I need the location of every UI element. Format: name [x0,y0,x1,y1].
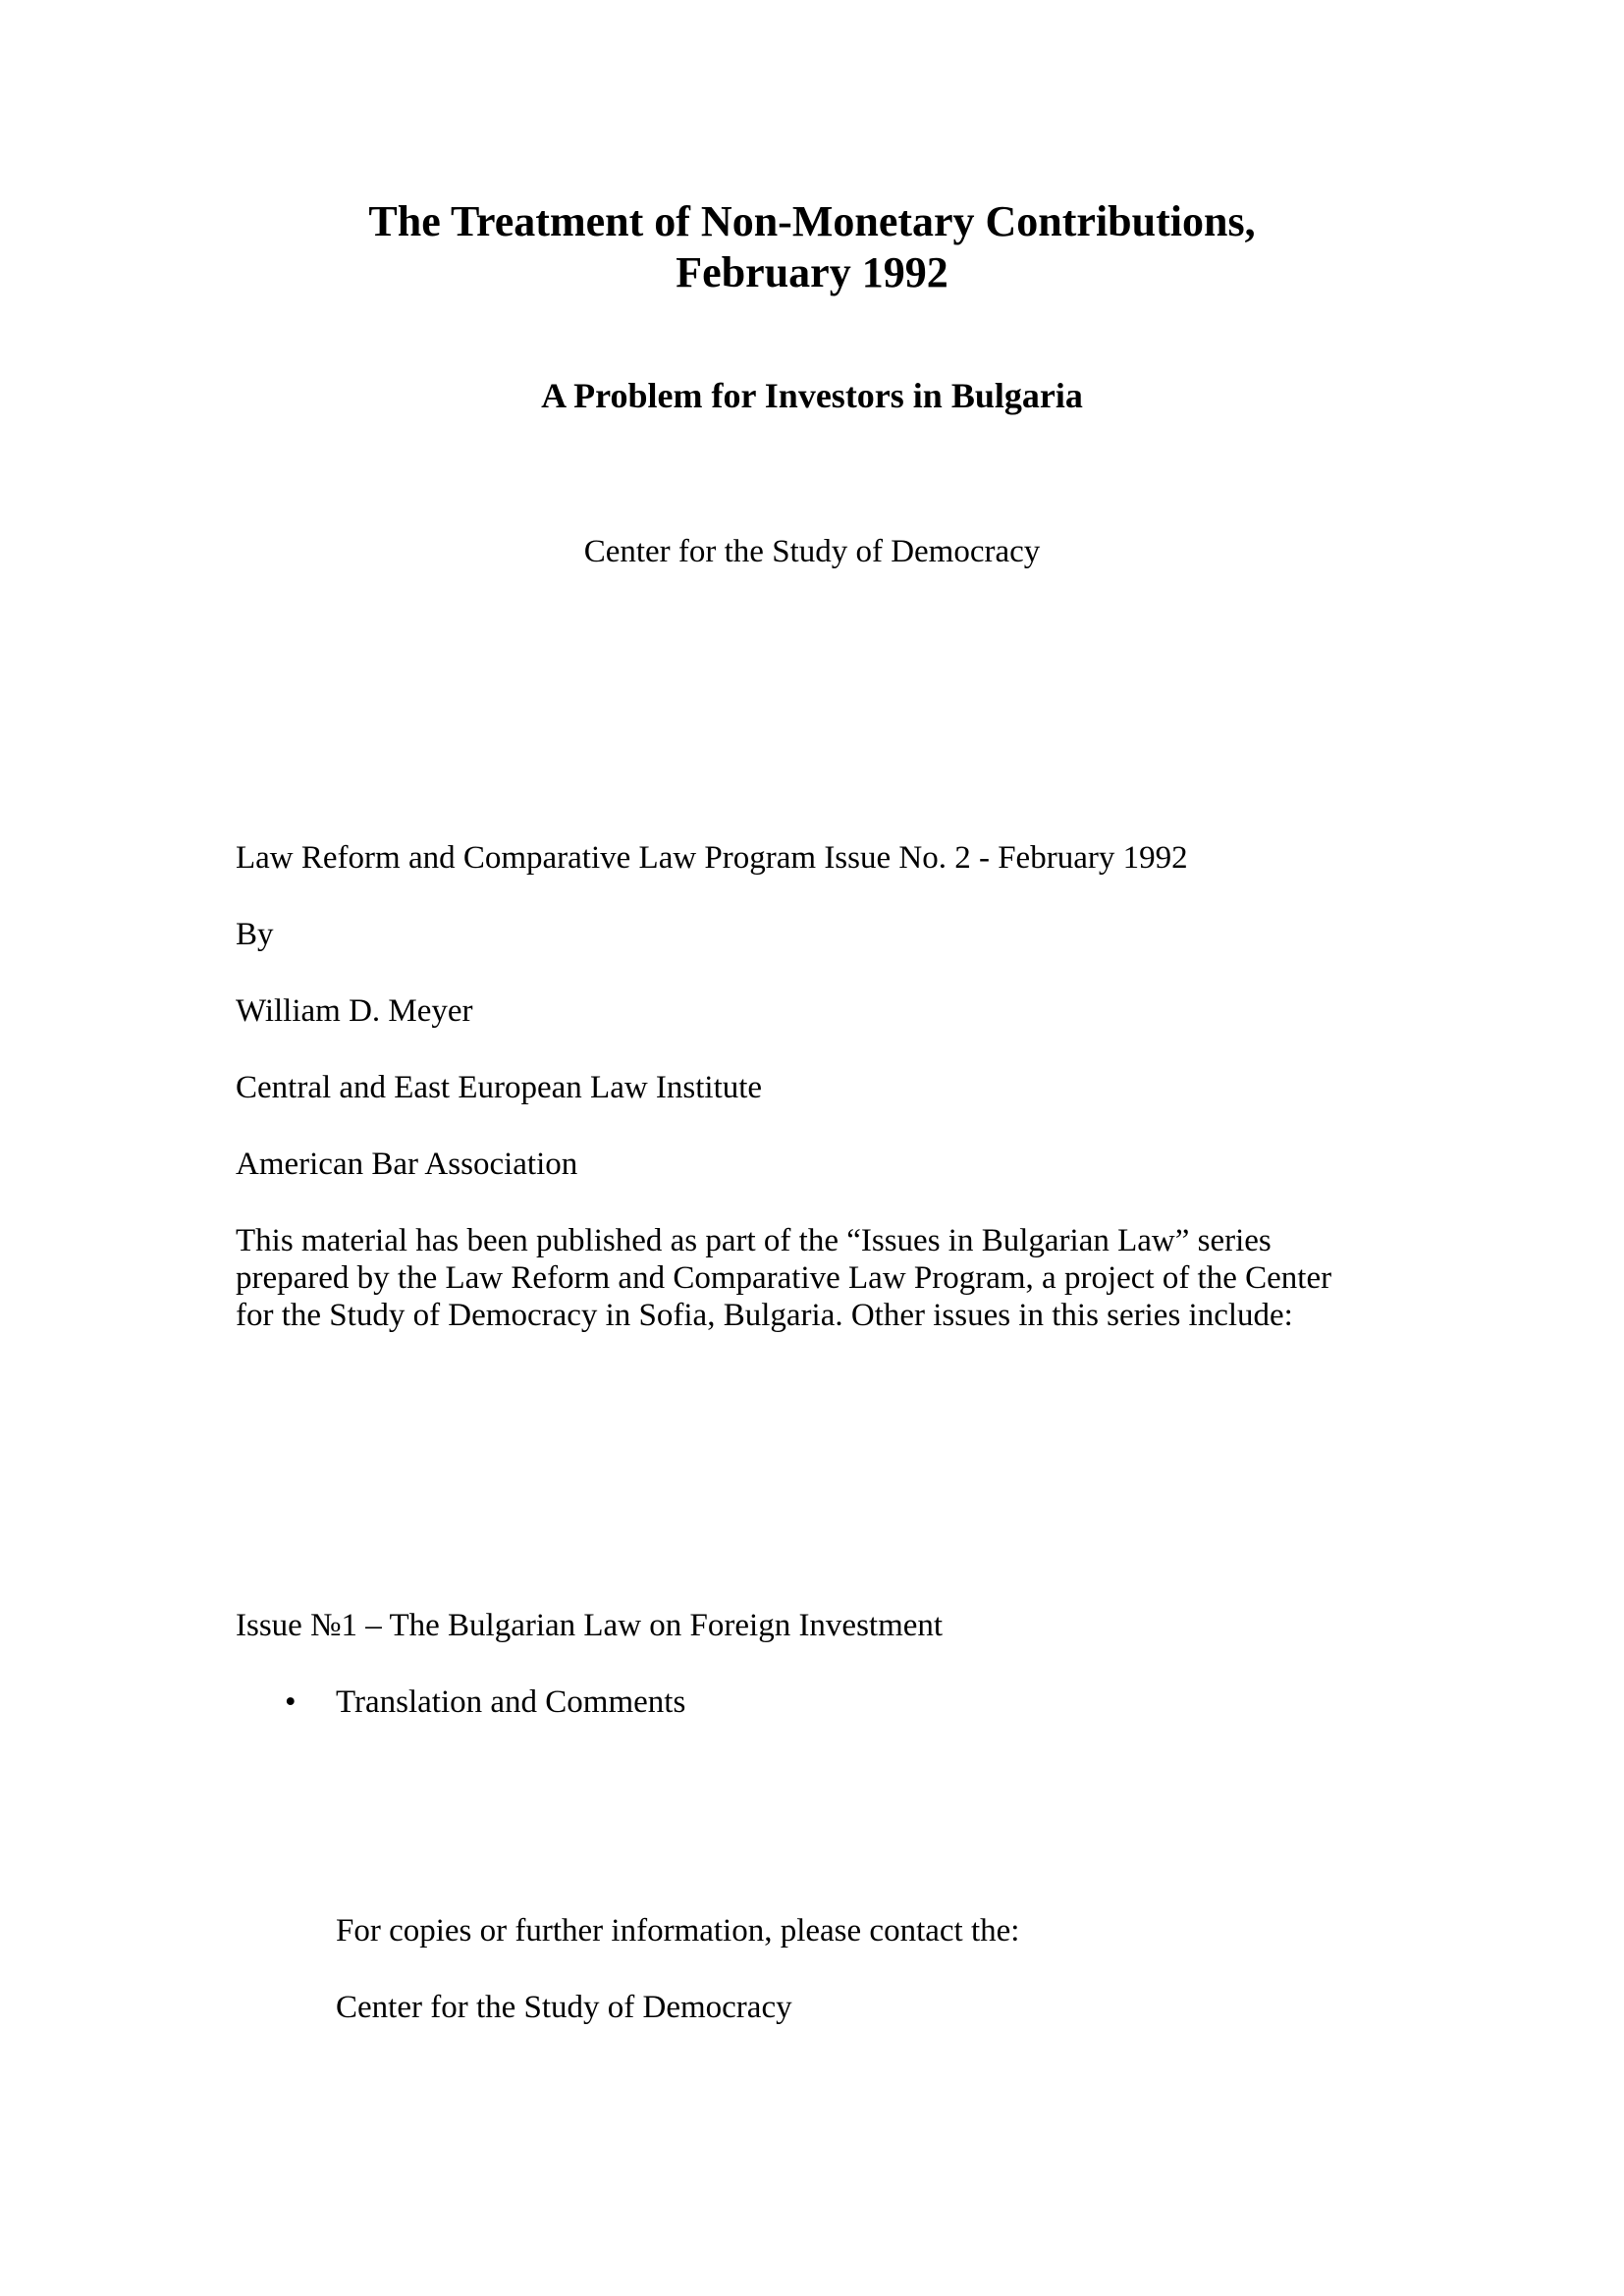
contact-instruction: For copies or further information, please contact the: [336,1913,1020,1949]
bullet-list-item [285,1682,685,1722]
series-description-line: prepared by the Law Reform and Comparative Law Program, a project of the Center [236,1260,1332,1296]
series-description [236,1222,1394,1334]
series-description-line: This material has been published as part of the “Issues in Bulgarian Law” series [236,1223,1272,1258]
document-title-line-2: February 1992 [676,248,948,296]
issue-entry: Issue №1 – The Bulgarian Law on Foreign Investment [236,1608,944,1643]
document-title-line-1: The Treatment of Non-Monetary Contributions, [368,197,1256,245]
association-name: American Bar Association [236,1147,578,1182]
program-issue-line: Law Reform and Comparative Law Program Issue No. 2 - February 1992 [236,840,1188,876]
contact-organization: Center for the Study of Democracy [336,1990,792,2025]
institute-name: Central and East European Law Institute [236,1070,763,1105]
bullet-item-text: Translation and Comments [336,1684,686,1720]
document-subtitle: A Problem for Investors in Bulgaria [541,376,1083,415]
organization-name: Center for the Study of Democracy [583,534,1041,569]
byline-label: By [236,917,274,952]
series-description-line: for the Study of Democracy in Sofia, Bulgaria. Other issues in this series include: [236,1298,1293,1333]
author-name: William D. Meyer [236,993,473,1029]
bullet-icon: • [285,1684,297,1720]
